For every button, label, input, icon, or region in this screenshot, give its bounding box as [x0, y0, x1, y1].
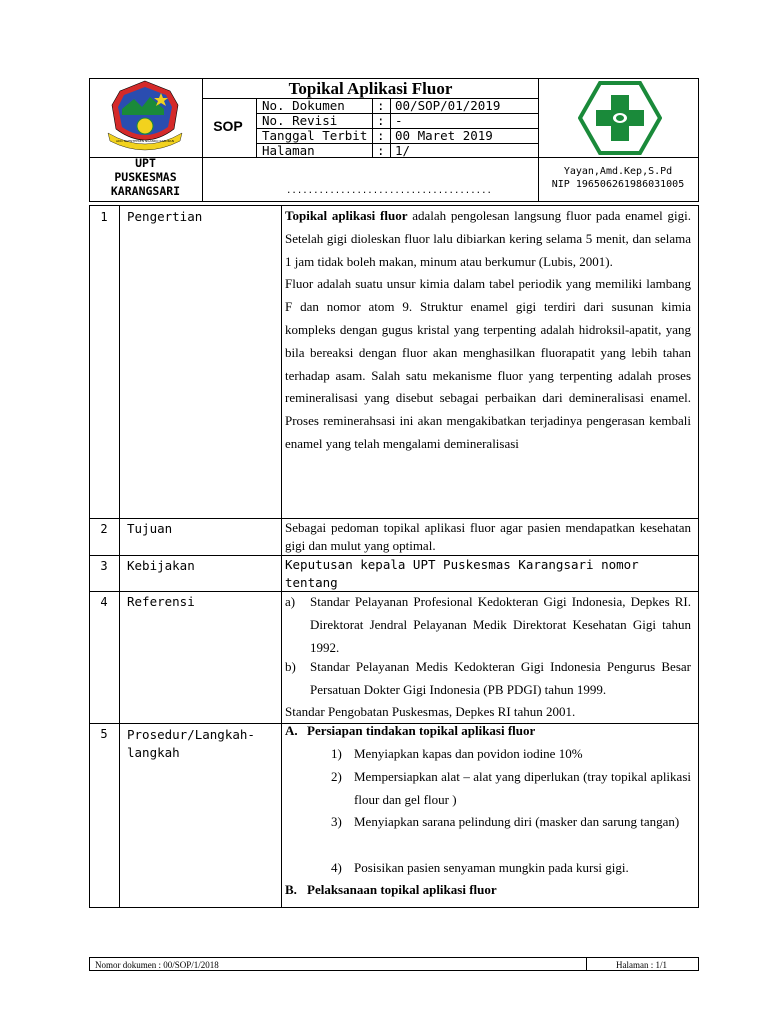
organization-name — [89, 156, 202, 198]
section-label: Tujuan — [127, 521, 173, 536]
meta-colon: : — [377, 128, 385, 143]
group-title: Persiapan tindakan topikal aplikasi fluor — [307, 723, 536, 738]
section-label: Referensi — [127, 594, 195, 609]
signer-name: Yayan,Amd.Kep,S.Pd — [563, 166, 673, 177]
step-text: Mempersiapkan alat – alat yang diperlukan (tray topikal aplikasi flour dan gel flour ) — [354, 769, 691, 807]
section-number: 2 — [100, 522, 108, 536]
label-line: Prosedur/Langkah- — [127, 727, 255, 742]
meta-colon: : — [377, 113, 385, 128]
reference-item: Standar Pelayanan Medis Kedokteran Gigi Indonesia Pengurus Besar Persatuan Dokter Gigi Indonesia (PB PDGI) tahun 1999. — [310, 659, 691, 697]
section-number: 4 — [100, 595, 108, 609]
step-marker: 2) — [331, 769, 342, 784]
signer-nip: NIP 196506261986031005 — [551, 179, 685, 190]
paragraph — [285, 205, 691, 273]
section-label: Kebijakan — [127, 558, 195, 573]
group-marker: A. — [285, 723, 298, 738]
group-marker: B. — [285, 882, 297, 897]
meta-label: Halaman — [262, 143, 315, 158]
kebijakan-text: Keputusan kepala UPT Puskesmas Karangsari nomor tentang — [285, 557, 639, 590]
section-number: 3 — [100, 559, 108, 573]
column-divider — [281, 205, 282, 908]
meta-label: No. Dokumen — [262, 98, 345, 113]
step-text: Menyiapkan sarana pelindung diri (masker dan sarung tangan) — [354, 814, 680, 829]
tujuan-text: Sebagai pedoman topikal aplikasi fluor agar pasien mendapatkan kesehatan gigi dan mulut yang optimal. — [285, 520, 691, 553]
step-marker: 4) — [331, 860, 342, 875]
signature-line: ...................................... — [286, 186, 492, 196]
group-title: Pelaksanaan topikal aplikasi fluor — [307, 882, 497, 897]
bold-lead: Topikal aplikasi fluor — [285, 208, 408, 223]
section-label — [127, 726, 255, 762]
org-line: PUSKESMAS — [114, 170, 177, 184]
meta-colon: : — [377, 98, 385, 113]
org-line: UPT — [135, 156, 156, 170]
meta-label: No. Revisi — [262, 113, 338, 128]
column-divider — [119, 205, 120, 908]
section-number: 5 — [100, 727, 108, 741]
step-text: Menyiapkan kapas dan povidon iodine 10% — [354, 746, 583, 761]
document-title: Topikal Aplikasi Fluor — [288, 79, 453, 98]
step-marker: 1) — [331, 746, 342, 761]
org-line: KARANGSARI — [110, 184, 181, 198]
step-marker: 3) — [331, 814, 342, 829]
footer-document-number: Nomor dokumen : 00/SOP/1/2018 — [95, 960, 219, 970]
reference-marker: b) — [285, 659, 296, 674]
regency-logo — [104, 79, 186, 155]
meta-colon: : — [377, 143, 385, 158]
section-label: Pengertian — [127, 209, 203, 224]
reference-marker: a) — [285, 594, 296, 609]
step-text: Posisikan pasien senyaman mungkin pada kursi gigi. — [354, 860, 629, 875]
label-line: langkah — [127, 745, 180, 760]
meta-value: 00/SOP/01/2019 — [395, 98, 501, 113]
meta-label: Tanggal Terbit — [262, 128, 368, 143]
puskesmas-logo — [578, 81, 662, 155]
section-number: 1 — [100, 210, 108, 224]
paragraph-text: adalah pengolesan langsung fluor pada enamel gigi. Setelah gigi dioleskan fluor lalu dibiarkan kering selama 5 menit, dan selama 1 jam tidak boleh makan, minum atau berkumur (Lubis, 2001). — [285, 208, 691, 269]
sop-label: SOP — [213, 118, 243, 134]
pengertian-text — [285, 205, 691, 456]
meta-value: 00 Maret 2019 — [395, 128, 493, 143]
logo-ribbon-text: ADO NGENTEPKEN NGANDO KABURAN — [116, 139, 174, 143]
meta-value: 1/ — [395, 143, 411, 158]
footer-page-number: Halaman : 1/1 — [616, 960, 667, 970]
reference-trailing: Standar Pengobatan Puskesmas, Depkes RI tahun 2001. — [285, 704, 576, 719]
paragraph: Fluor adalah suatu unsur kimia dalam tabel periodik yang memiliki lambang F dan nomor atom 9. Struktur enamel gigi terdiri dari susunan kimia kompleks dengan gugus kristal yang terpenting adalah hidroksil-apatit, yang bila bereaksi dengan fluor akan menghasilkan fluorapatit yang lebih tahan terhadap asam. Salah satu mekanisme fluor yang terpenting adalah proses remineralisasi yang disebut sebagai perbaikan dari demineralisasi enamel. Proses reminerahsasi ini akan mengakibatkan terjadinya pengerasan kembali enamel yang telah mengalami demineralisasi — [285, 276, 691, 451]
meta-value: - — [395, 113, 403, 128]
reference-item: Standar Pelayanan Profesional Kedokteran Gigi Indonesia, Depkes RI. Direktorat Jendral Pelayanan Medik Direktorat Kesehatan Gigi tahun 1992. — [310, 594, 691, 655]
signer-block — [538, 165, 698, 191]
